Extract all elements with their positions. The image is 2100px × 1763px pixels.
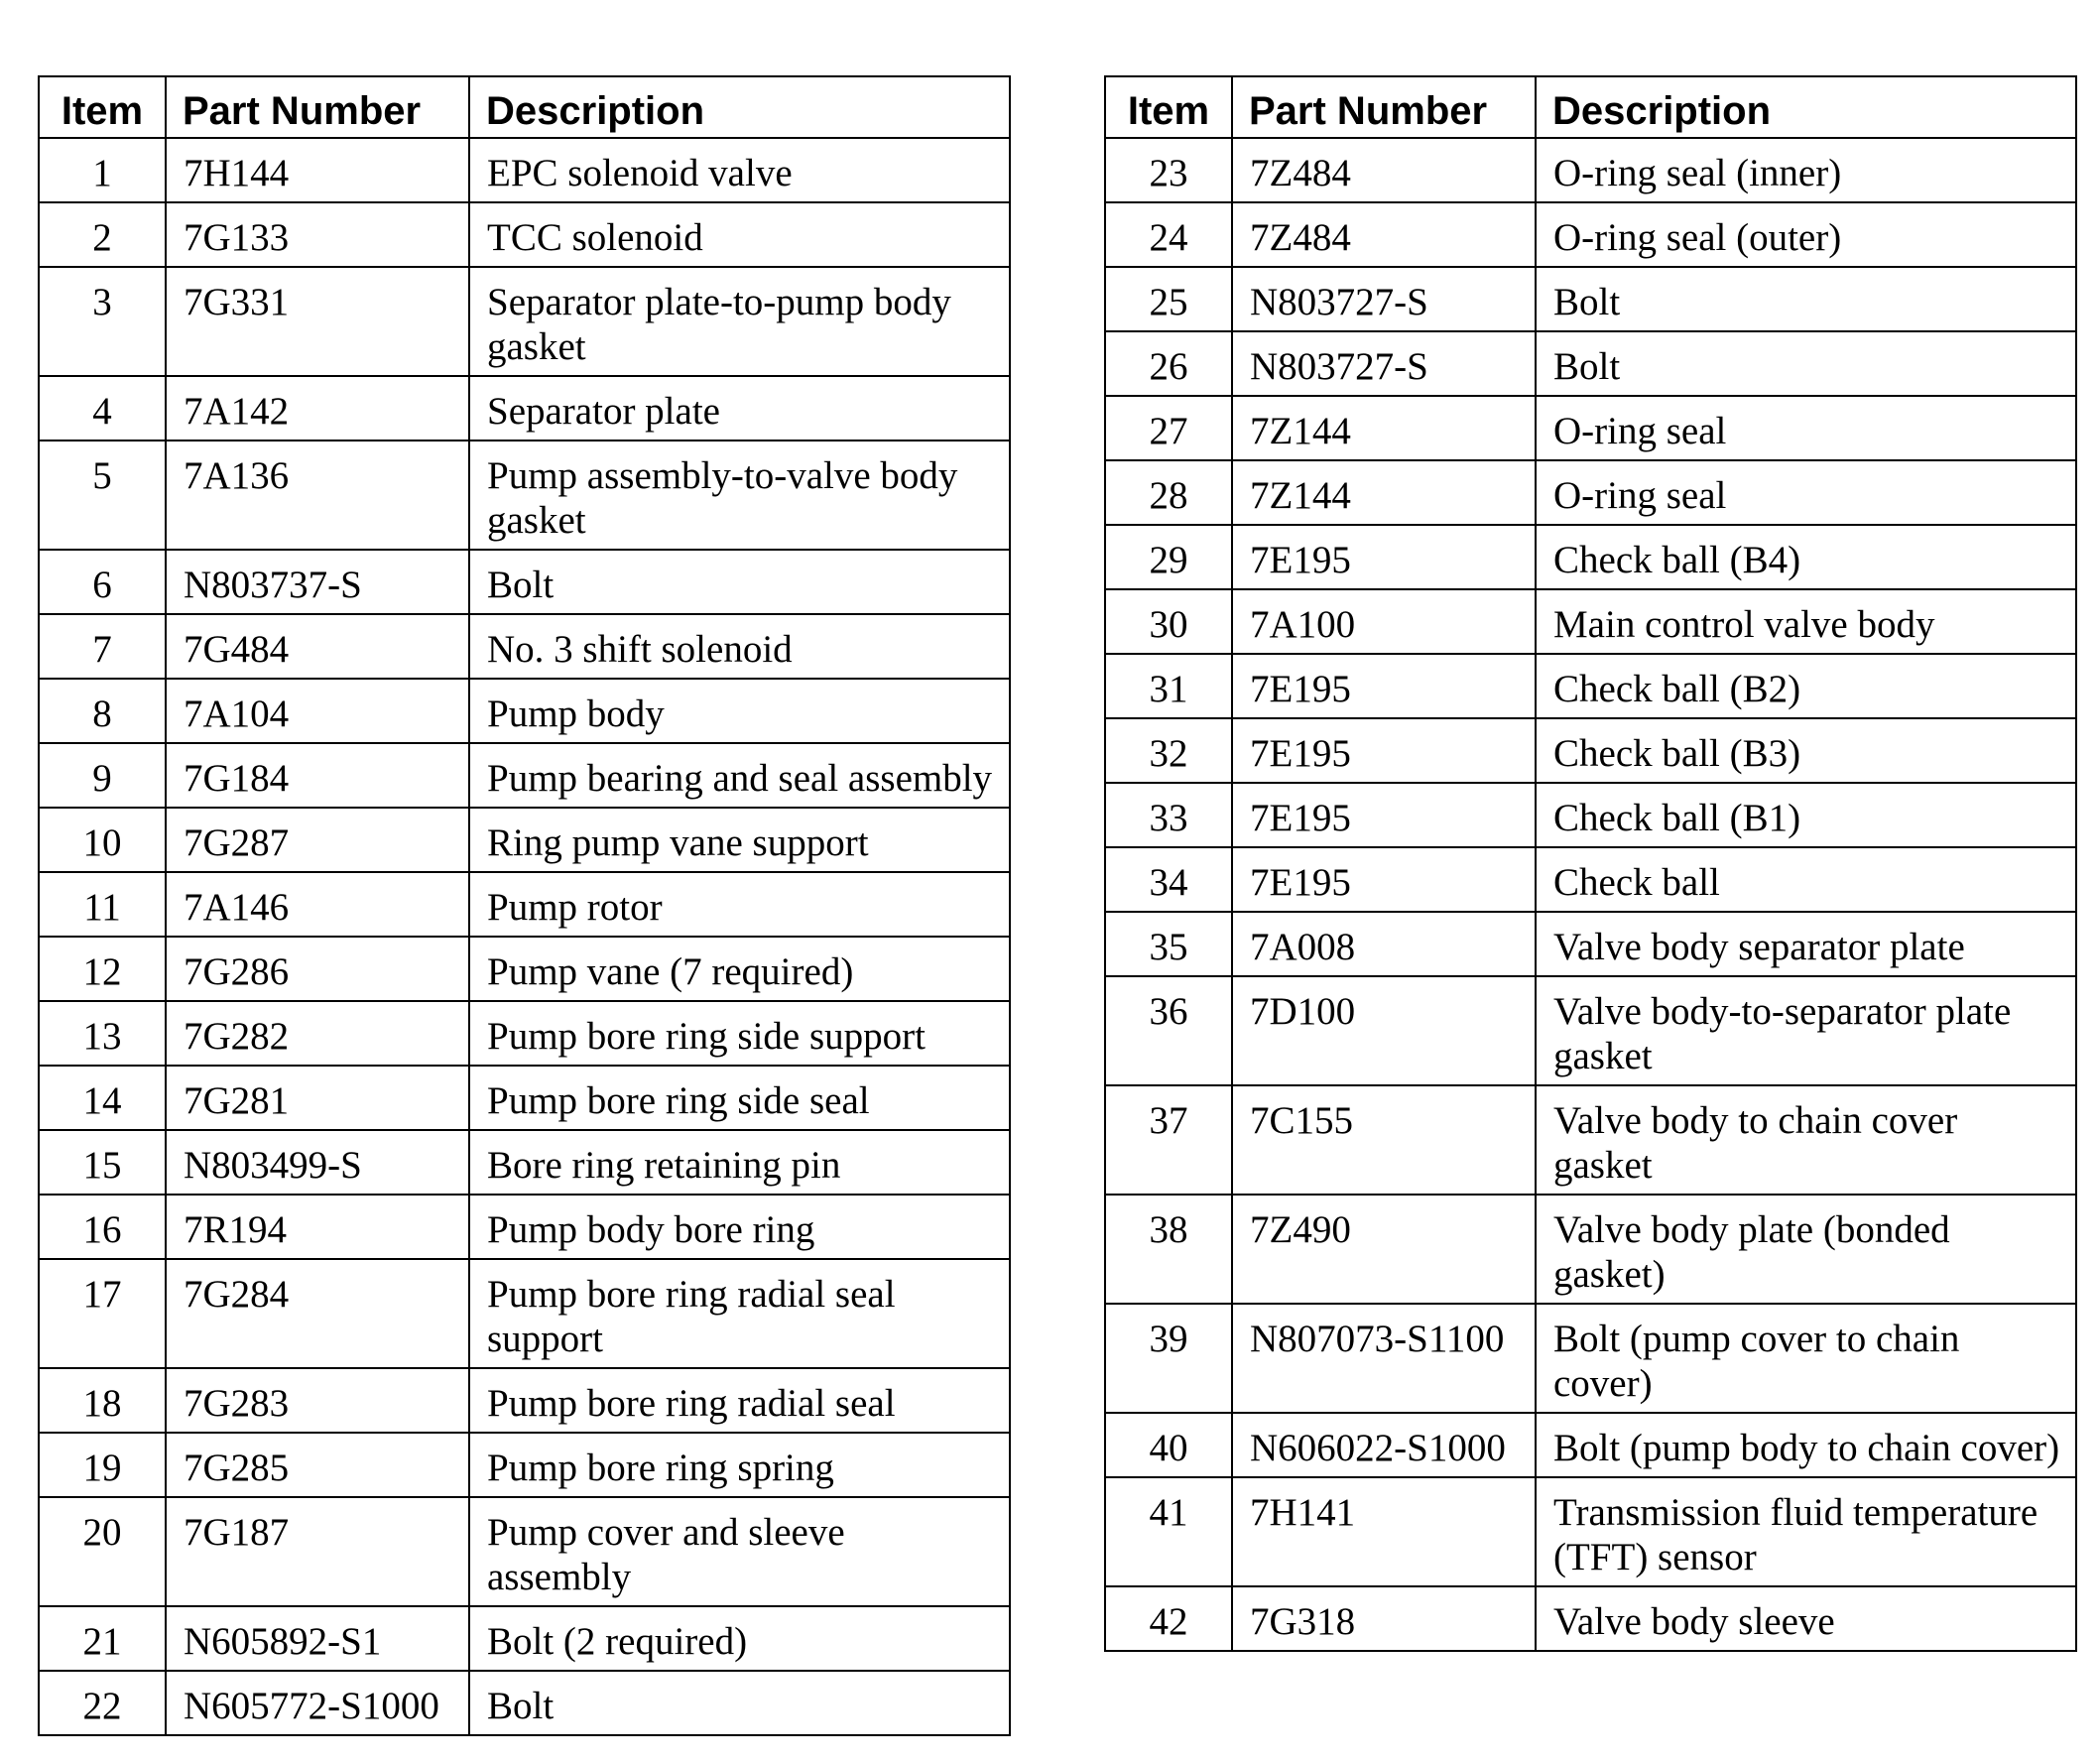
item-cell: 8	[39, 679, 166, 743]
table-row	[39, 202, 1010, 267]
table-row	[1105, 267, 2076, 331]
description-cell: Valve body to chain cover gasket	[1536, 1085, 2076, 1195]
item-cell: 7	[39, 614, 166, 679]
item-header: Item	[1105, 76, 1232, 138]
part-number-cell: 7G184	[166, 743, 469, 808]
item-cell: 15	[39, 1130, 166, 1195]
table-row	[1105, 912, 2076, 976]
item-cell: 32	[1105, 718, 1232, 783]
description-cell: Pump vane (7 required)	[469, 937, 1010, 1001]
table-row	[1105, 460, 2076, 525]
table-row	[39, 1259, 1010, 1368]
description-cell: O-ring seal (outer)	[1536, 202, 2076, 267]
table-row	[1105, 202, 2076, 267]
table-row	[39, 441, 1010, 550]
parts-table-left	[38, 75, 1011, 1736]
item-cell: 33	[1105, 783, 1232, 847]
table-row	[1105, 1586, 2076, 1651]
item-cell: 31	[1105, 654, 1232, 718]
part-number-header: Part Number	[166, 76, 469, 138]
table-row	[39, 376, 1010, 441]
description-cell: Valve body separator plate	[1536, 912, 2076, 976]
part-number-cell: N605892-S1	[166, 1606, 469, 1671]
part-number-cell: 7A136	[166, 441, 469, 550]
item-cell: 38	[1105, 1195, 1232, 1304]
table-row	[39, 1671, 1010, 1735]
part-number-cell: N605772-S1000	[166, 1671, 469, 1735]
table-row	[39, 614, 1010, 679]
item-cell: 21	[39, 1606, 166, 1671]
table-row	[39, 808, 1010, 872]
description-cell: O-ring seal	[1536, 460, 2076, 525]
part-number-cell: 7H141	[1232, 1477, 1536, 1586]
description-cell: Pump assembly-to-valve body gasket	[469, 441, 1010, 550]
table-row	[39, 1368, 1010, 1433]
item-cell: 24	[1105, 202, 1232, 267]
item-cell: 19	[39, 1433, 166, 1497]
item-cell: 42	[1105, 1586, 1232, 1651]
item-cell: 20	[39, 1497, 166, 1606]
description-cell: TCC solenoid	[469, 202, 1010, 267]
part-number-cell: 7C155	[1232, 1085, 1536, 1195]
part-number-cell: 7G282	[166, 1001, 469, 1066]
part-number-cell: N606022-S1000	[1232, 1413, 1536, 1477]
description-cell: Pump bearing and seal assembly	[469, 743, 1010, 808]
part-number-cell: 7H144	[166, 138, 469, 202]
table-row	[1105, 1413, 2076, 1477]
table-row	[39, 937, 1010, 1001]
table-row	[1105, 525, 2076, 589]
table-row	[1105, 718, 2076, 783]
table-row	[1105, 654, 2076, 718]
table-row	[1105, 396, 2076, 460]
item-cell: 28	[1105, 460, 1232, 525]
item-cell: 36	[1105, 976, 1232, 1085]
description-cell: Bolt	[1536, 331, 2076, 396]
description-cell: Pump body	[469, 679, 1010, 743]
description-cell: Pump bore ring spring	[469, 1433, 1010, 1497]
part-number-cell: 7G285	[166, 1433, 469, 1497]
part-number-cell: 7E195	[1232, 654, 1536, 718]
item-cell: 30	[1105, 589, 1232, 654]
item-cell: 13	[39, 1001, 166, 1066]
part-number-cell: 7E195	[1232, 718, 1536, 783]
item-cell: 1	[39, 138, 166, 202]
item-cell: 37	[1105, 1085, 1232, 1195]
part-number-cell: 7A100	[1232, 589, 1536, 654]
part-number-cell: 7E195	[1232, 525, 1536, 589]
part-number-cell: 7G283	[166, 1368, 469, 1433]
table-row	[1105, 1085, 2076, 1195]
description-cell: Pump body bore ring	[469, 1195, 1010, 1259]
part-number-cell: 7G284	[166, 1259, 469, 1368]
description-cell: Pump bore ring side seal	[469, 1066, 1010, 1130]
description-cell: Separator plate	[469, 376, 1010, 441]
description-cell: EPC solenoid valve	[469, 138, 1010, 202]
part-number-cell: N807073-S1100	[1232, 1304, 1536, 1413]
part-number-cell: N803727-S	[1232, 267, 1536, 331]
table-row	[39, 743, 1010, 808]
part-number-cell: 7E195	[1232, 847, 1536, 912]
table-row	[1105, 138, 2076, 202]
item-cell: 35	[1105, 912, 1232, 976]
table-row	[1105, 331, 2076, 396]
item-cell: 29	[1105, 525, 1232, 589]
part-number-cell: 7G318	[1232, 1586, 1536, 1651]
description-cell: Pump bore ring radial seal	[469, 1368, 1010, 1433]
item-cell: 34	[1105, 847, 1232, 912]
table-row	[39, 1433, 1010, 1497]
description-cell: Bolt (pump body to chain cover)	[1536, 1413, 2076, 1477]
table-row	[1105, 589, 2076, 654]
part-number-cell: 7Z144	[1232, 396, 1536, 460]
description-cell: Bolt	[469, 550, 1010, 614]
part-number-header: Part Number	[1232, 76, 1536, 138]
description-header: Description	[1536, 76, 2076, 138]
table-row	[39, 1195, 1010, 1259]
part-number-cell: 7G484	[166, 614, 469, 679]
description-cell: Pump bore ring side support	[469, 1001, 1010, 1066]
table-row	[1105, 783, 2076, 847]
item-cell: 18	[39, 1368, 166, 1433]
part-number-cell: 7Z484	[1232, 138, 1536, 202]
table-row	[39, 550, 1010, 614]
description-cell: Bolt (pump cover to chain cover)	[1536, 1304, 2076, 1413]
part-number-cell: 7G287	[166, 808, 469, 872]
table-row	[39, 1001, 1010, 1066]
parts-table-right	[1104, 75, 2077, 1652]
description-cell: Bolt	[1536, 267, 2076, 331]
table-row	[1105, 976, 2076, 1085]
table-row	[1105, 1195, 2076, 1304]
part-number-cell: 7Z484	[1232, 202, 1536, 267]
item-cell: 39	[1105, 1304, 1232, 1413]
description-cell: No. 3 shift solenoid	[469, 614, 1010, 679]
description-cell: Pump bore ring radial seal support	[469, 1259, 1010, 1368]
table-row	[1105, 1477, 2076, 1586]
item-cell: 22	[39, 1671, 166, 1735]
description-cell: Bore ring retaining pin	[469, 1130, 1010, 1195]
description-cell: Bolt	[469, 1671, 1010, 1735]
description-cell: Main control valve body	[1536, 589, 2076, 654]
item-cell: 3	[39, 267, 166, 376]
item-cell: 17	[39, 1259, 166, 1368]
item-cell: 41	[1105, 1477, 1232, 1586]
description-cell: Valve body-to-separator plate gasket	[1536, 976, 2076, 1085]
header-row	[1105, 76, 2076, 138]
item-cell: 14	[39, 1066, 166, 1130]
description-cell: Check ball (B1)	[1536, 783, 2076, 847]
table-row	[1105, 1304, 2076, 1413]
table-row	[39, 1606, 1010, 1671]
part-number-cell: 7G331	[166, 267, 469, 376]
part-number-cell: 7D100	[1232, 976, 1536, 1085]
description-cell: O-ring seal (inner)	[1536, 138, 2076, 202]
item-cell: 6	[39, 550, 166, 614]
description-cell: Pump cover and sleeve assembly	[469, 1497, 1010, 1606]
item-cell: 4	[39, 376, 166, 441]
description-cell: Bolt (2 required)	[469, 1606, 1010, 1671]
part-number-cell: 7Z144	[1232, 460, 1536, 525]
part-number-cell: 7G187	[166, 1497, 469, 1606]
item-cell: 5	[39, 441, 166, 550]
table-row	[1105, 847, 2076, 912]
description-cell: Pump rotor	[469, 872, 1010, 937]
item-cell: 27	[1105, 396, 1232, 460]
item-cell: 26	[1105, 331, 1232, 396]
table-row	[39, 267, 1010, 376]
table-row	[39, 1497, 1010, 1606]
header-row	[39, 76, 1010, 138]
table-row	[39, 138, 1010, 202]
part-number-cell: 7A146	[166, 872, 469, 937]
description-header: Description	[469, 76, 1010, 138]
description-cell: Separator plate-to-pump body gasket	[469, 267, 1010, 376]
part-number-cell: N803499-S	[166, 1130, 469, 1195]
item-cell: 40	[1105, 1413, 1232, 1477]
description-cell: Valve body sleeve	[1536, 1586, 2076, 1651]
part-number-cell: 7G286	[166, 937, 469, 1001]
description-cell: Check ball (B3)	[1536, 718, 2076, 783]
description-cell: Transmission fluid temperature (TFT) sensor	[1536, 1477, 2076, 1586]
parts-table-left-body	[39, 138, 1010, 1735]
parts-table-right-body	[1105, 138, 2076, 1651]
description-cell: Ring pump vane support	[469, 808, 1010, 872]
item-cell: 10	[39, 808, 166, 872]
part-number-cell: 7E195	[1232, 783, 1536, 847]
table-row	[39, 679, 1010, 743]
item-cell: 12	[39, 937, 166, 1001]
part-number-cell: N803737-S	[166, 550, 469, 614]
part-number-cell: 7A142	[166, 376, 469, 441]
item-cell: 9	[39, 743, 166, 808]
part-number-cell: 7G133	[166, 202, 469, 267]
description-cell: Check ball	[1536, 847, 2076, 912]
part-number-cell: 7A104	[166, 679, 469, 743]
table-row	[39, 872, 1010, 937]
table-row	[39, 1066, 1010, 1130]
item-cell: 2	[39, 202, 166, 267]
table-row	[39, 1130, 1010, 1195]
item-cell: 11	[39, 872, 166, 937]
part-number-cell: 7R194	[166, 1195, 469, 1259]
description-cell: O-ring seal	[1536, 396, 2076, 460]
description-cell: Check ball (B2)	[1536, 654, 2076, 718]
part-number-cell: 7Z490	[1232, 1195, 1536, 1304]
description-cell: Check ball (B4)	[1536, 525, 2076, 589]
part-number-cell: 7G281	[166, 1066, 469, 1130]
item-cell: 23	[1105, 138, 1232, 202]
description-cell: Valve body plate (bonded gasket)	[1536, 1195, 2076, 1304]
item-cell: 16	[39, 1195, 166, 1259]
part-number-cell: 7A008	[1232, 912, 1536, 976]
item-header: Item	[39, 76, 166, 138]
part-number-cell: N803727-S	[1232, 331, 1536, 396]
item-cell: 25	[1105, 267, 1232, 331]
